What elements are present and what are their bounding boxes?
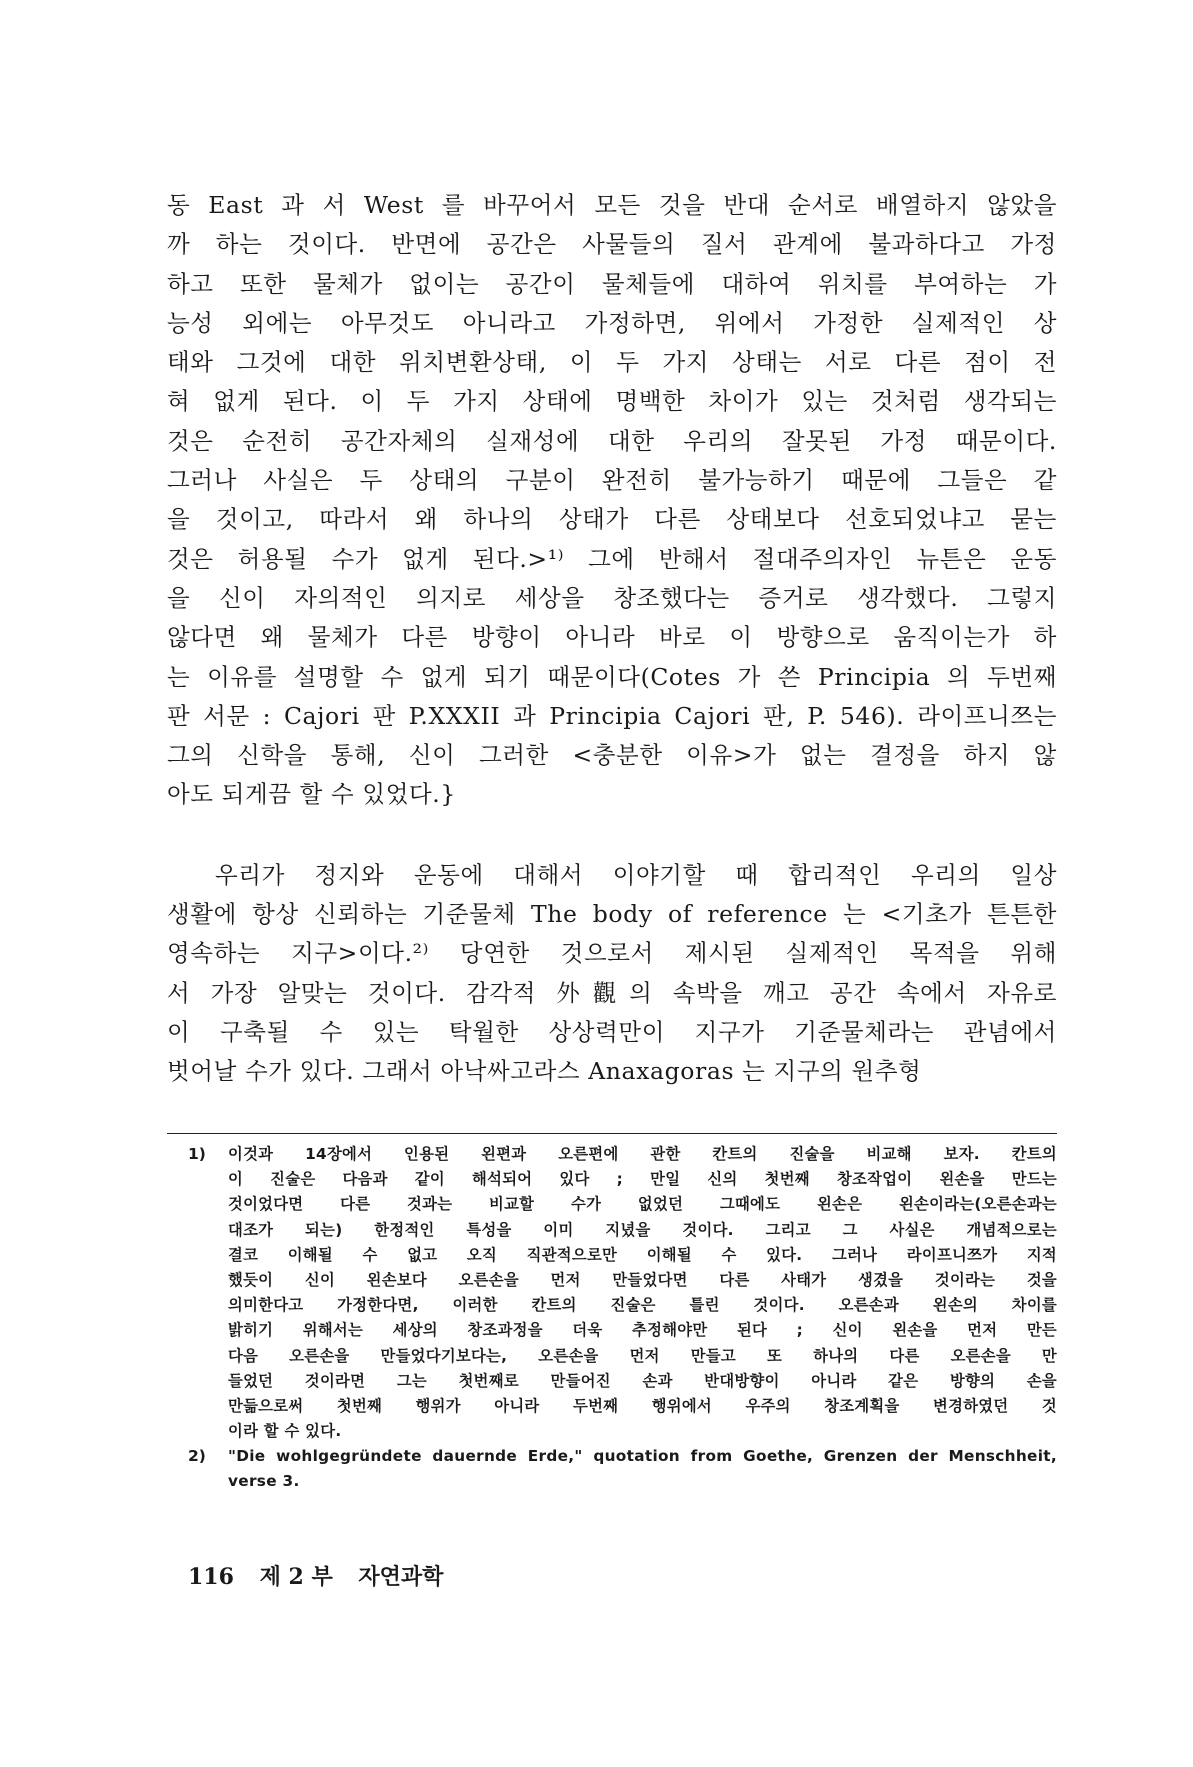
footnote-line: 만듦으로써 첫번째 행위가 아니라 두번째 행위에서 우주의 창조계획을 변경하였던 것 <box>228 1396 1057 1415</box>
footnote-line: verse 3. <box>228 1472 300 1491</box>
text-line: 아도 되게끔 할 수 있었다.} <box>167 780 456 809</box>
text-line: 않다면 왜 물체가 다른 방향이 아니라 바로 이 방향으로 움직이는가 하 <box>167 623 1057 652</box>
footnote-line: 이 진술은 다음과 같이 해석되어 있다 ; 만일 신의 첫번째 창조작업이 왼손을 만드는 <box>228 1170 1057 1189</box>
text-line: 을 신이 자의적인 의지로 세상을 창조했다는 증거로 생각했다. 그렇지 <box>167 583 1057 612</box>
footnote-line: 다음 오른손을 만들었다기보다는, 오른손을 먼저 만들고 또 하나의 다른 오른손을 만 <box>228 1346 1057 1365</box>
text-line: 것은 순전히 공간자체의 실재성에 대한 우리의 잘못된 가정 때문이다. <box>167 426 1057 455</box>
text-line: 그러나 사실은 두 상태의 구분이 완전히 불가능하기 때문에 그들은 같 <box>167 466 1057 495</box>
text-line: 태와 그것에 대한 위치변환상태, 이 두 가지 상태는 서로 다른 점이 전 <box>167 348 1057 377</box>
footnote-line: 결코 이해될 수 없고 오직 직관적으로만 이해될 수 있다. 그러나 라이프니쯔가 지적 <box>228 1245 1057 1264</box>
footnote <box>188 1142 1057 1444</box>
paragraph-1 <box>167 186 1057 815</box>
paragraph-gap <box>167 815 1057 856</box>
text-line: 능성 외에는 아무것도 아니라고 가정하면, 위에서 가정한 실제적인 상 <box>167 308 1057 337</box>
footnote-line: 것이었다면 다른 것과는 비교할 수가 없었던 그때에도 왼손은 왼손이라는(오른손과는 <box>228 1195 1057 1214</box>
text-line: 생활에 항상 신뢰하는 기준물체 The body of reference 는 <기초가 튼튼한 <box>167 900 1057 929</box>
text-line: 것은 허용될 수가 없게 된다.>¹⁾ 그에 반해서 절대주의자인 뉴튼은 운동 <box>167 544 1057 573</box>
text-line: 벗어날 수가 있다. 그래서 아낙싸고라스 Anaxagoras 는 지구의 원추형 <box>167 1057 922 1086</box>
text-line: 동 East 과 서 West 를 바꾸어서 모든 것을 반대 순서로 배열하지 않았을 <box>167 191 1057 219</box>
text-line: 을 것이고, 따라서 왜 하나의 상태가 다른 상태보다 선호되었냐고 묻는 <box>167 505 1057 534</box>
footnotes <box>188 1142 1057 1495</box>
text-line: 서 가장 알맞는 것이다. 감각적 外觀의 속박을 깨고 공간 속에서 자유로 <box>167 978 1057 1007</box>
footnote-line: 이것과 14장에서 인용된 왼편과 오른편에 관한 칸트의 진술을 비교해 보자. 칸트의 <box>228 1145 1057 1163</box>
footnote-line: "Die wohlgegründete dauernde Erde," quotation from Goethe, Grenzen der Menschheit, <box>228 1447 1057 1466</box>
text-line: 는 이유를 설명할 수 없게 되기 때문이다(Cotes 가 쓴 Principia 의 두번째 <box>167 662 1057 691</box>
part-label: 제 2 부 <box>259 1564 333 1590</box>
footnote-line: 이라 할 수 있다. <box>228 1422 342 1441</box>
footnote-line: 밝히기 위해서는 세상의 창조과정을 더욱 추정해야만 된다 ; 신이 왼손을 먼저 만든 <box>228 1321 1057 1340</box>
footnote-line: 했듯이 신이 왼손보다 오른손을 먼저 만들었다면 다른 사태가 생겼을 것이라는 것을 <box>228 1270 1057 1289</box>
text-line: 이 구축될 수 있는 탁월한 상상력만이 지구가 기준물체라는 관념에서 <box>167 1017 1057 1046</box>
footnote-number: 2) <box>188 1447 206 1466</box>
paragraph-2 <box>167 856 1057 1092</box>
text-line: 혀 없게 된다. 이 두 가지 상태에 명백한 차이가 있는 것처럼 생각되는 <box>167 387 1057 416</box>
text-line: 하고 또한 물체가 없이는 공간이 물체들에 대하여 위치를 부여하는 가 <box>167 269 1057 298</box>
text-line: 판 서문 : Cajori 판 P.XXXII 과 Principia Cajori 판, P. 546). 라이프니쯔는 <box>167 701 1057 730</box>
text-line: 까 하는 것이다. 반면에 공간은 사물들의 질서 관계에 불과하다고 가정 <box>167 230 1057 259</box>
footnote <box>188 1444 1057 1494</box>
text-line: 영속하는 지구>이다.²⁾ 당연한 것으로서 제시된 실제적인 목적을 위해 <box>167 939 1057 968</box>
section-label: 자연과학 <box>358 1564 444 1590</box>
body-text <box>167 186 1057 1092</box>
page-footer <box>188 1560 461 1591</box>
footnote-line: 대조가 되는) 한정적인 특성을 이미 지녔을 것이다. 그리고 그 사실은 개념적으로는 <box>228 1220 1057 1239</box>
footnote-number: 1) <box>188 1145 206 1163</box>
footnote-rule <box>167 1133 1057 1134</box>
text-line: 그의 신학을 통해, 신이 그러한 <충분한 이유>가 없는 결정을 하지 않 <box>167 741 1057 770</box>
page-number: 116 <box>188 1564 234 1590</box>
footnote-line: 의미한다고 가정한다면, 이러한 칸트의 진술은 틀린 것이다. 오른손과 왼손의 차이를 <box>228 1296 1057 1315</box>
footnote-line: 들었던 것이라면 그는 첫번째로 만들어진 손과 반대방향이 아니라 같은 방향의 손을 <box>228 1371 1057 1390</box>
text-line: 우리가 정지와 운동에 대해서 이야기할 때 합리적인 우리의 일상 <box>215 860 1057 889</box>
